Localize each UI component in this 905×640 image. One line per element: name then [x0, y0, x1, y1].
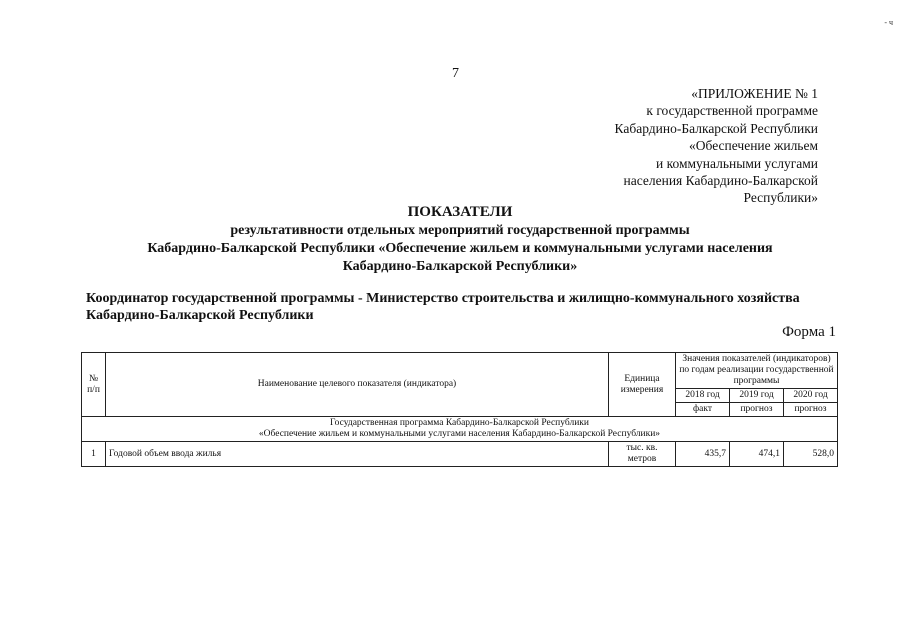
- appendix-line: и коммунальными услугами: [656, 155, 818, 171]
- section-row: [82, 417, 838, 442]
- row-num: 1: [82, 442, 106, 467]
- row-value: 474,1: [730, 442, 784, 467]
- appendix-line: Кабардино-Балкарской Республики: [614, 120, 818, 136]
- appendix-line: «ПРИЛОЖЕНИЕ № 1: [691, 86, 818, 101]
- row-unit: тыс. кв. метров: [609, 442, 676, 467]
- form-label: Форма 1: [782, 324, 836, 340]
- title-line: Кабардино-Балкарской Республики»: [342, 259, 578, 274]
- appendix-line: к государственной программе: [646, 103, 818, 119]
- title-line: результативности отдельных мероприятий государственной программы: [230, 223, 690, 238]
- header-name: Наименование целевого показателя (индикатора): [106, 353, 609, 417]
- header-unit: Единица измерения: [609, 353, 676, 417]
- title-line: Кабардино-Балкарской Республики «Обеспечение жильем и коммунальными услугами населения: [147, 241, 773, 256]
- scan-marks: - ч: [884, 18, 893, 27]
- header-kind: факт: [676, 403, 730, 417]
- page-number: 7: [452, 66, 459, 81]
- title-main: ПОКАЗАТЕЛИ: [407, 204, 513, 220]
- header-kind: прогноз: [784, 403, 838, 417]
- header-year: 2019 год: [730, 389, 784, 403]
- header-num: № п/п: [82, 353, 106, 417]
- header-year: 2020 год: [784, 389, 838, 403]
- header-kind: прогноз: [730, 403, 784, 417]
- header-values-group: Значения показателей (индикаторов) по годам реализации государственной программы: [676, 353, 838, 389]
- section-title: [82, 417, 838, 442]
- row-name: Годовой объем ввода жилья: [106, 442, 609, 467]
- appendix-block: [538, 85, 818, 207]
- section-line: «Обеспечение жильем и коммунальными услугами населения Кабардино-Балкарской Республики»: [258, 429, 661, 439]
- document-title: [60, 203, 860, 276]
- appendix-line: населения Кабардино-Балкарской: [623, 173, 818, 189]
- coordinator-text: Координатор государственной программы - Министерство строительства и жилищно-коммунального хозяйства Кабардино-Балкарской Республики: [86, 291, 800, 323]
- indicators-table: [81, 352, 838, 467]
- appendix-line: Республики»: [743, 190, 818, 206]
- section-line: Государственная программа Кабардино-Балкарской Республики: [330, 418, 589, 428]
- table-row: [82, 442, 838, 467]
- header-row: [82, 353, 838, 389]
- row-value: 435,7: [676, 442, 730, 467]
- row-value: 528,0: [784, 442, 838, 467]
- appendix-line: «Обеспечение жильем: [689, 138, 818, 154]
- header-year: 2018 год: [676, 389, 730, 403]
